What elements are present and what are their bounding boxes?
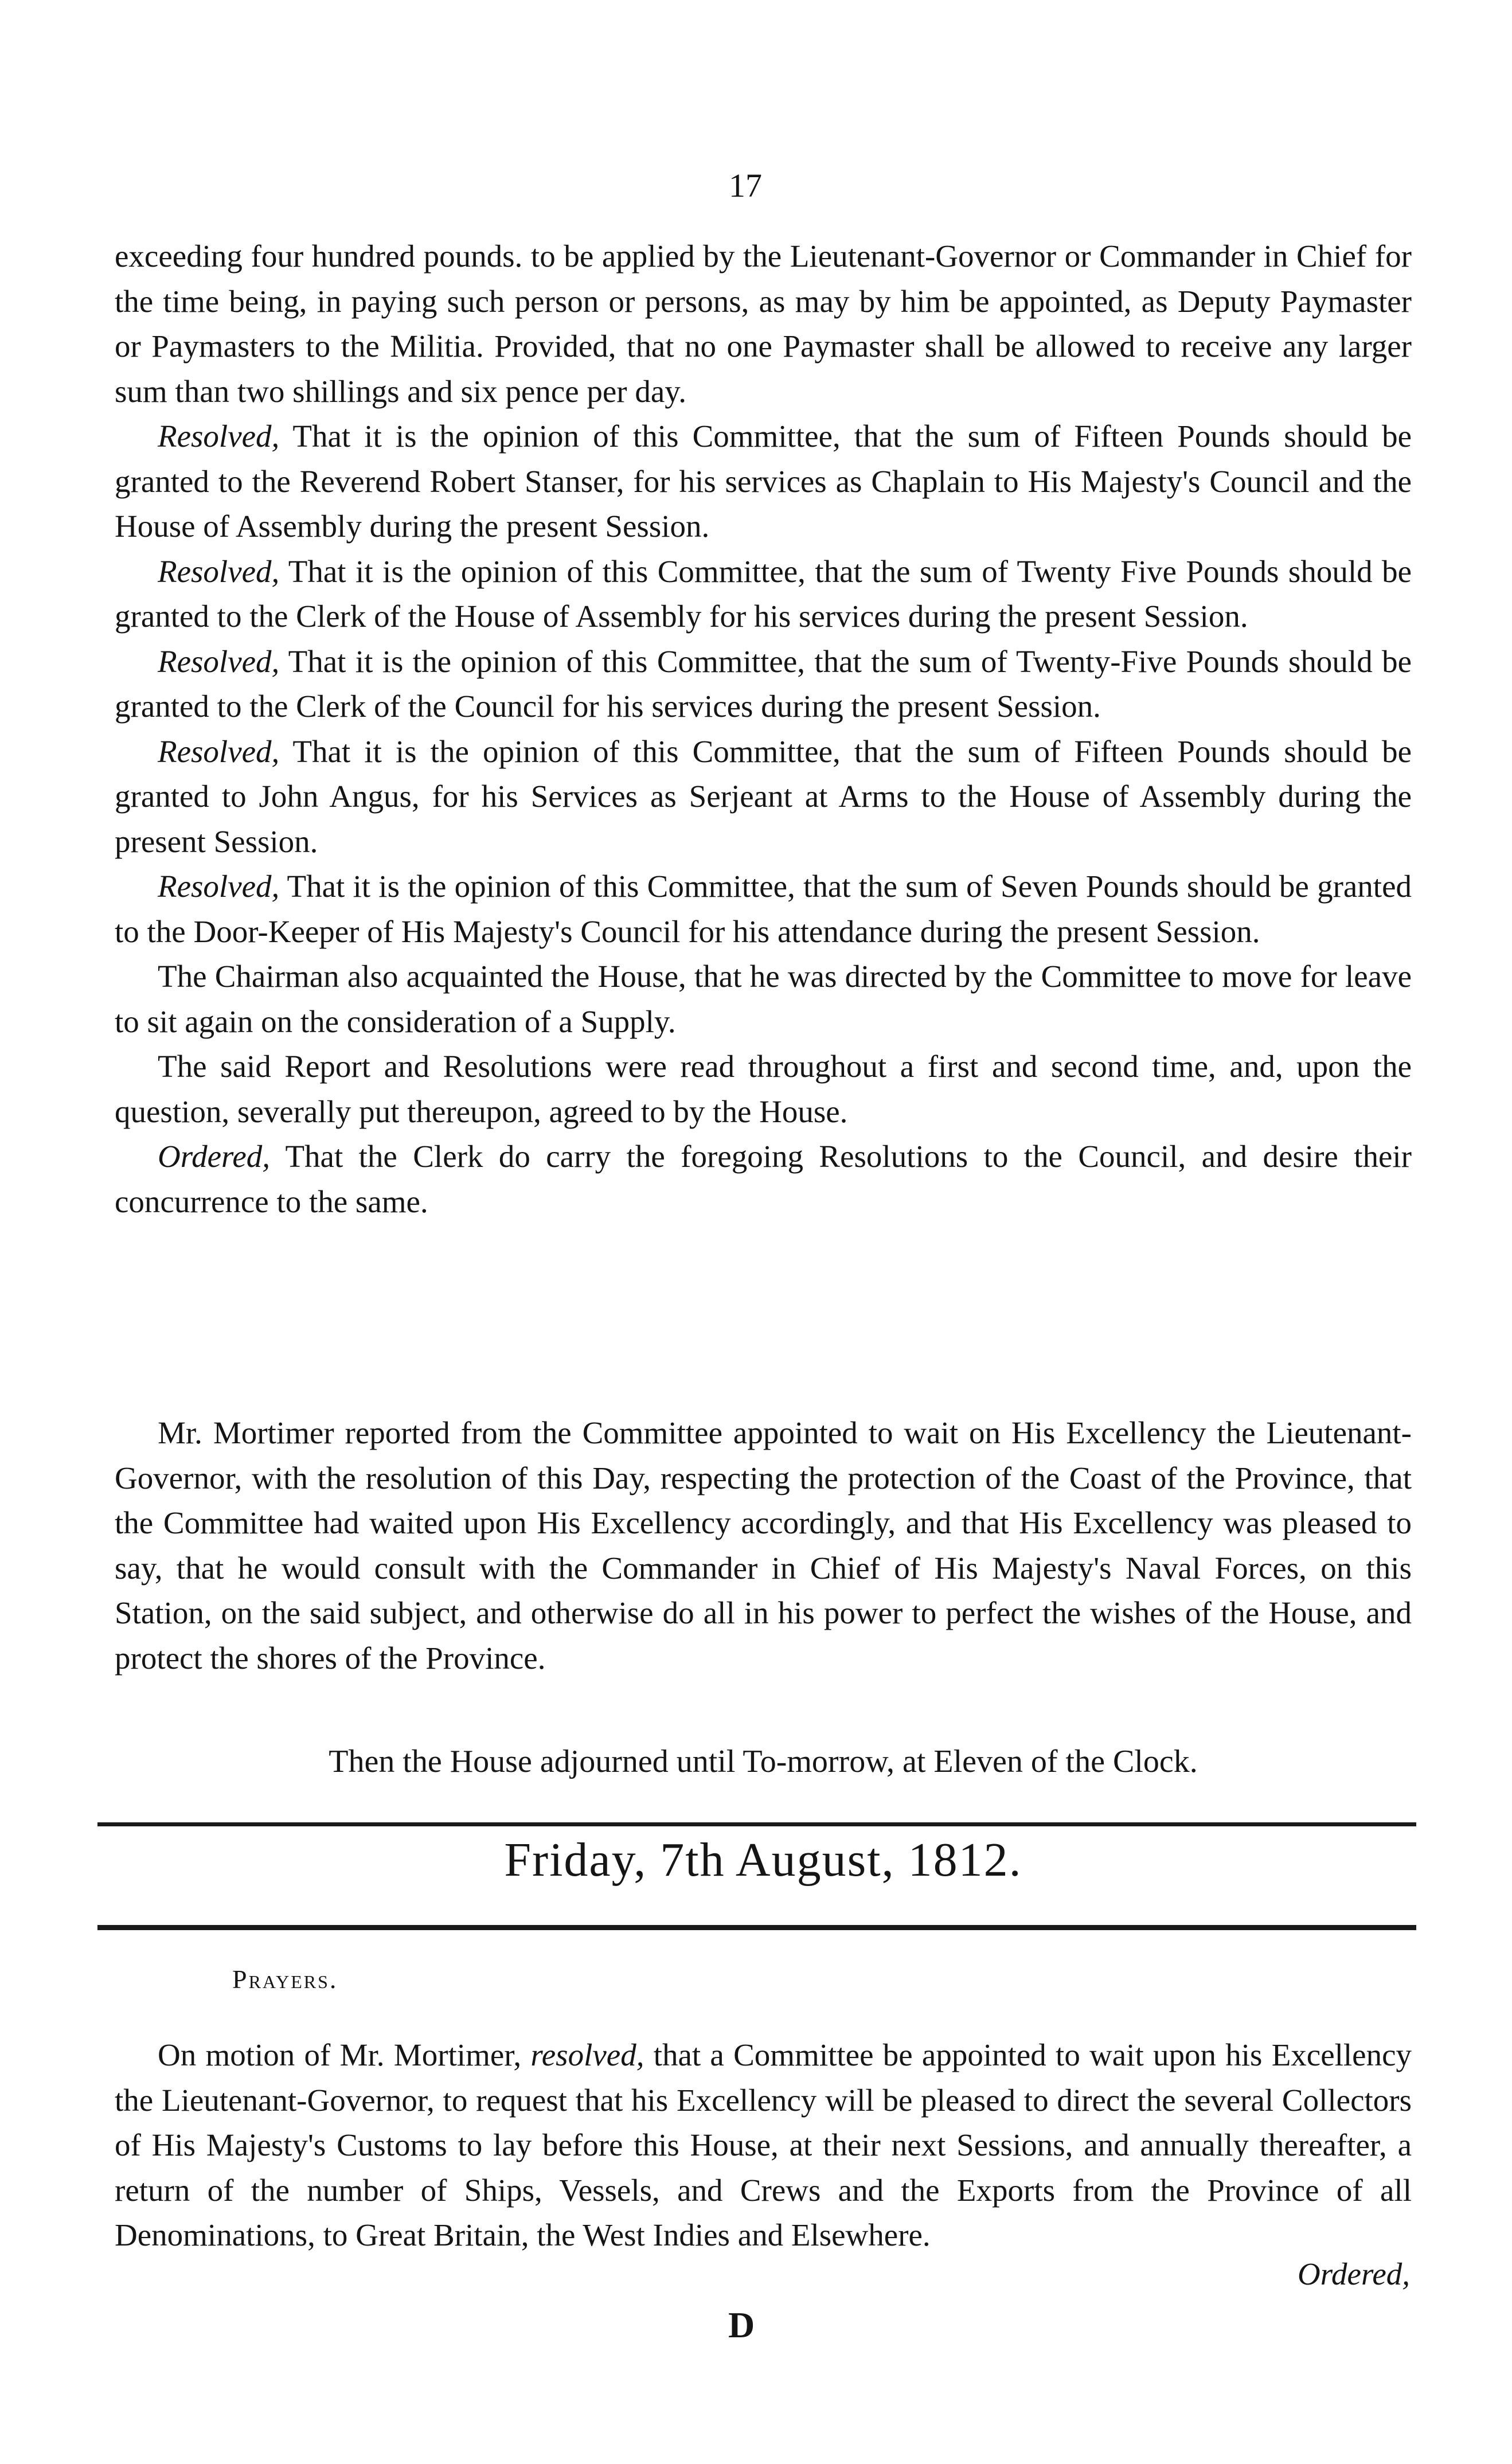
resolution-door-keeper xyxy=(115,864,1412,954)
report-read-paragraph xyxy=(115,1044,1412,1134)
chairman-paragraph xyxy=(115,954,1412,1044)
paragraph-text: That it is the opinion of this Committee, that the sum of Twenty-Five Pounds should be granted to the Clerk of the Council for his services during the present Session. xyxy=(115,643,1412,724)
resolved-label: Resolved, xyxy=(158,419,280,454)
paymaster-paragraph xyxy=(115,234,1412,414)
resolution-serjeant xyxy=(115,729,1412,865)
mortimer-paragraph: Mr. Mortimer reported from the Committee appointed to wait on His Excellency the Lieutenant-Governor, with the resolution of this Day, respecting the protection of the Coast of the Province, that the Committee had waited upon His Excellency accordingly, and that His Excellency was pleased to say, that he would consult with the Commander in Chief of His Majesty's Naval Forces, on this Station, on the said subject, and otherwise do all in his power to perfect the wishes of the House, and protect the shores of the Province. xyxy=(115,1415,1412,1676)
resolution-clerk-assembly xyxy=(115,549,1412,639)
paragraph-text: exceeding four hundred pounds. to be applied by the Lieutenant-Governor or Commander in Chief for the time being, in paying such person or persons, as may by him be appointed, as Deputy Paymaster or Paymasters to the Militia. Provided, that no one Paymaster shall be allowed to receive any larger sum than two shillings and six pence per day. xyxy=(115,239,1412,409)
date-heading: Friday, 7th August, 1812. xyxy=(504,1833,1022,1887)
prayers-label: Prayers. xyxy=(232,1965,338,1994)
divider-rule xyxy=(97,1925,1416,1930)
resolved-label: Resolved, xyxy=(158,643,280,679)
resolved-label: resolved, xyxy=(530,2037,644,2072)
resolved-label: Resolved, xyxy=(158,869,280,904)
resolutions-section xyxy=(115,234,1412,1224)
resolved-label: Resolved, xyxy=(158,733,280,769)
paragraph-text: The said Report and Resolutions were read throughout a first and second time, and, upon the question, severally put thereupon, agreed to by the House. xyxy=(115,1049,1412,1129)
motion-section xyxy=(115,2033,1412,2258)
paragraph-text: That it is the opinion of this Committee, that the sum of Fifteen Pounds should be granted to John Angus, for his Services as Serjeant at Arms to the House of Assembly during the present Session. xyxy=(115,733,1412,859)
adjournment-line: Then the House adjourned until To-morrow, at Eleven of the Clock. xyxy=(329,1744,1198,1779)
resolved-label: Resolved, xyxy=(158,553,280,589)
page-number: 17 xyxy=(729,167,762,204)
motion-paragraph xyxy=(115,2033,1412,2258)
ordered-paragraph xyxy=(115,1134,1412,1224)
paragraph-text: That it is the opinion of this Committee, that the sum of Seven Pounds should be granted to the Door-Keeper of His Majesty's Council for his attendance during the present Session. xyxy=(115,869,1412,949)
divider-rule xyxy=(97,1822,1416,1826)
paragraph-text: That it is the opinion of this Committee, that the sum of Twenty Five Pounds should be granted to the Clerk of the House of Assembly for his services during the present Session. xyxy=(115,553,1412,634)
mortimer-report-section xyxy=(115,1411,1412,1681)
paragraph-text: The Chairman also acquainted the House, that he was directed by the Committee to move for leave to sit again on the consideration of a Supply. xyxy=(115,959,1412,1039)
resolution-clerk-council xyxy=(115,639,1412,729)
paragraph-text: That it is the opinion of this Committee, that the sum of Fifteen Pounds should be granted to the Reverend Robert Stanser, for his services as Chaplain to His Majesty's Council and the House of Assembly during the present Session. xyxy=(115,419,1412,544)
catchword: Ordered, xyxy=(1297,2256,1410,2291)
resolution-chaplain xyxy=(115,414,1412,549)
ordered-label: Ordered, xyxy=(158,1139,271,1174)
signature-mark: D xyxy=(728,2305,755,2345)
paragraph-text: that a Committee be appointed to wait upon his Excellency the Lieutenant-Governor, to request that his Excellency will be pleased to direct the several Collectors of His Majesty's Customs to lay before this House, at their next Sessions, and annually thereafter, a return of the number of Ships, Vessels, and Crews and the Exports from the Province of all Denominations, to Great Britain, the West Indies and Elsewhere. xyxy=(115,2037,1412,2252)
paragraph-text: On motion of Mr. Mortimer, xyxy=(158,2037,531,2072)
paragraph-text: That the Clerk do carry the foregoing Resolutions to the Council, and desire their concurrence to the same. xyxy=(115,1139,1412,1219)
